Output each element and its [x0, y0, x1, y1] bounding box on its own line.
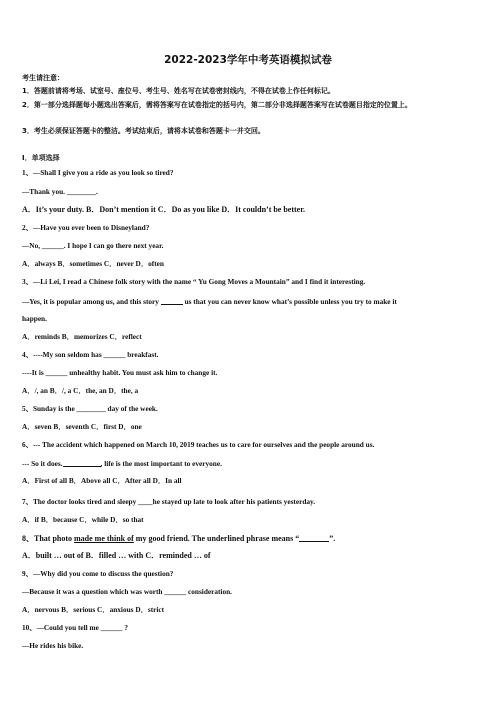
section-heading: Ⅰ．单项选择: [22, 154, 60, 162]
q6-reply-part1: --- So it does.: [22, 459, 63, 468]
q8-part2: my good friend. The underlined phrase means “: [133, 534, 300, 543]
q2-stem: 2、—Have you ever been to Disneyland?: [22, 223, 150, 232]
q2-options: A．always B．sometimes C．never D．often: [22, 259, 164, 268]
q1-stem: 1、—Shall I give you a ride as you look so tired?: [22, 168, 174, 177]
answer-blank: [161, 296, 183, 305]
q10-stem: 10、—Could you tell me ______ ?: [22, 623, 129, 632]
q8-options: A．built … out of B．filled … with C．reminded … of: [22, 551, 211, 560]
q1-options: A．It’s your duty. B．Don’t mention it C．Do as you like D．It couldn’t be better.: [22, 205, 306, 214]
notice-2: 2．第一部分选择题每小题选出答案后，需将答案写在试卷指定的括号内，第二部分非选择题答案写在试卷题目指定的位置上。: [22, 101, 412, 109]
answer-blank: [63, 458, 101, 467]
notice-1: 1．答题前请将考场、试室号、座位号、考生号、姓名写在试卷密封线内，不得在试卷上作任何标记。: [22, 87, 335, 95]
q5-stem: 5、Sunday is the ________ day of the week.: [22, 404, 158, 413]
q8-underlined-phrase: made me think of: [74, 534, 134, 543]
q8-stem: [22, 533, 478, 544]
q9-options: A．nervous B．serious C．anxious D．strict: [22, 605, 165, 614]
q6-stem: 6、--- The accident which happened on March 10, 2019 teaches us to care for ourselves and the people around us.: [22, 440, 375, 449]
answer-blank: [299, 533, 329, 542]
q6-reply: [22, 458, 478, 469]
q4-options: A．/, an B．/, a C．the, an D．the, a: [22, 386, 139, 395]
q3-reply: [22, 296, 478, 307]
q7-options: A．if B．because C．while D．so that: [22, 515, 144, 524]
q5-options: A．seven B．seventh C．first D．one: [22, 422, 142, 431]
q4-stem: 4、----My son seldom has ______ breakfast.: [22, 350, 159, 359]
q8-part3: ”.: [329, 534, 336, 543]
q3-reply-part1: —Yes, it is popular among us, and this story: [22, 297, 159, 306]
q6-options: A．First of all B．Above all C．After all D．In all: [22, 476, 182, 485]
q1-reply: —Thank you. ________.: [22, 187, 98, 196]
q8-part1: 8、That photo: [22, 534, 75, 543]
notice-heading: 考生请注意：: [22, 74, 64, 82]
q3-options: A．reminds B．memorizes C．reflect: [22, 332, 142, 341]
q3-reply-cont: happen.: [22, 314, 47, 323]
q10-reply: —He rides his bike.: [22, 641, 84, 650]
page-title: 2022-2023学年中考英语模拟试卷: [164, 54, 332, 66]
q9-stem: 9、—Why did you come to discuss the question?: [22, 569, 174, 578]
q9-reply: —Because it was a question which was worth ______ consideration.: [22, 587, 232, 596]
q4-reply: ----It is ______ unhealthy habit. You must ask him to change it.: [22, 368, 218, 377]
q2-reply: —No, ______. I hope I can go there next year.: [22, 241, 164, 250]
q3-stem: 3、—Li Lei, I read a Chinese folk story with the name “ Yu Gong Moves a Mountain” and I find it interesting.: [22, 277, 366, 286]
notice-3: 3．考生必须保证答题卡的整洁。考试结束后，请将本试卷和答题卡一并交回。: [22, 127, 265, 135]
q3-reply-part2: us that you can never know what’s possible unless you try to make it: [184, 297, 397, 306]
q7-stem: 7、The doctor looks tired and sleepy ____he stayed up late to look after his patients yesterday.: [22, 497, 316, 506]
q6-reply-part2: , life is the most important to everyone.: [100, 459, 222, 468]
